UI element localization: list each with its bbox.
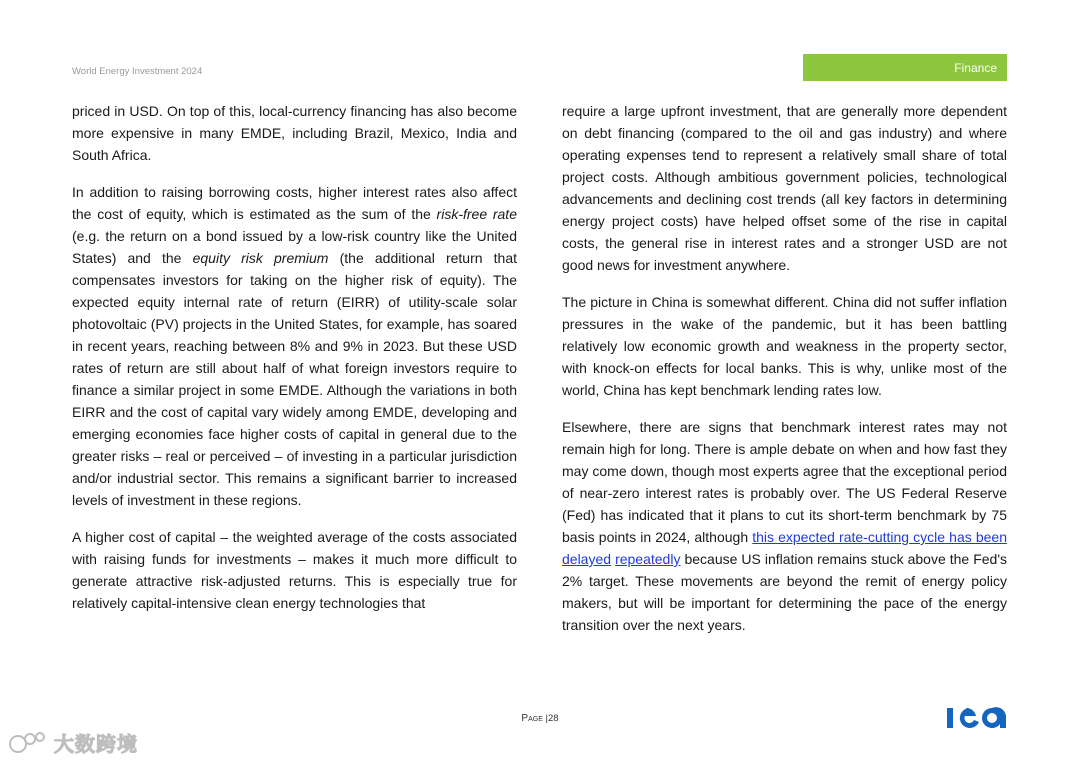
paragraph: require a large upfront investment, that are generally more dependent on debt financing (compared to the oil and gas industry) and where operating expenses tend to represent a relatively small share of total project costs. Although ambitious government policies, technological advancements and declining cost trends (all key factors in determining energy project costs) have helped offset some of the rise in capital costs, the general rise in interest rates and a stronger USD are not good news for investment anywhere.	[562, 103, 1007, 273]
paragraph: A higher cost of capital – the weighted average of the costs associated with raising funds for investments – makes it much more difficult to generate attractive risk-adjusted returns. This is especially true for relatively capital-intensive clean energy technologies that	[72, 529, 517, 611]
watermark	[8, 727, 138, 757]
right-column	[562, 100, 1007, 651]
iea-logo-icon	[944, 700, 1008, 732]
paragraph-text: In addition to raising borrowing costs, higher interest rates also affect the cost of equity, which is estimated as the sum of the	[72, 184, 517, 222]
iea-logo	[944, 700, 1008, 732]
page-number	[0, 713, 1080, 724]
paragraph-text: (the additional return that compensates investors for taking on the higher risk of equity). The expected equity internal rate of return (EIRR) of utility-scale solar photovoltaic (PV) projects in the United States, for example, has soared in recent years, reaching between 8% and 9% in 2023. But these USD rates of return are still about half of what foreign investors require to finance a similar project in some EMDE. Although the variations in both EIRR and the cost of capital vary widely among EMDE, developing and emerging economies face higher costs of capital in general due to the greater risks – real or perceived – of investing in a particular jurisdiction and/or industrial sector. This remains a significant barrier to increased levels of investment in these regions.	[72, 250, 518, 508]
section-tab-finance: Finance	[803, 54, 1007, 81]
paragraph-text: (e.g. the return on a bond issued by a low-risk country like the United States) and the	[72, 228, 517, 266]
paragraph: priced in USD. On top of this, local-currency financing has also become more expensive in many EMDE, including Brazil, Mexico, India and South Africa.	[72, 103, 517, 163]
paragraph-text: because US inflation remains stuck above the Fed's 2% target. These movements are beyond the remit of energy policy makers, but will be important for determining the pace of the energy transition over the next years.	[562, 551, 1008, 633]
page-separator: |	[545, 713, 548, 724]
paragraph: The picture in China is somewhat different. China did not suffer inflation pressures in the wake of the pandemic, but it has been battling relatively low economic growth and weakness in the property sector, with knock-on effects for local banks. This is why, unlike most of the world, China has kept benchmark lending rates low.	[562, 294, 1007, 398]
left-column	[72, 100, 517, 629]
paragraph-text: Elsewhere, there are signs that benchmark interest rates may not remain high for long. There is ample debate on when and how fast they may come down, though most experts agree that the exceptional period of near-zero interest rates is probably over. The US Federal Reserve (Fed) has indicated that it plans to cut its short-term benchmark by 75 basis points in 2024, although	[562, 419, 1007, 545]
paragraph	[72, 181, 517, 511]
paragraph	[562, 416, 1007, 636]
report-title: World Energy Investment 2024	[72, 66, 203, 77]
page-number-value: 28	[547, 713, 559, 724]
italic-term: risk-free rate	[436, 206, 517, 222]
watermark-logo-icon	[8, 729, 48, 755]
watermark-text: 大数跨境	[54, 731, 138, 756]
page-label: Page	[521, 713, 543, 724]
italic-term: equity risk premium	[192, 250, 329, 266]
link-rate-cutting-delayed[interactable]: this expected rate-cutting cycle has been delayed	[562, 529, 1007, 567]
link-repeatedly[interactable]: repeatedly	[615, 551, 681, 567]
